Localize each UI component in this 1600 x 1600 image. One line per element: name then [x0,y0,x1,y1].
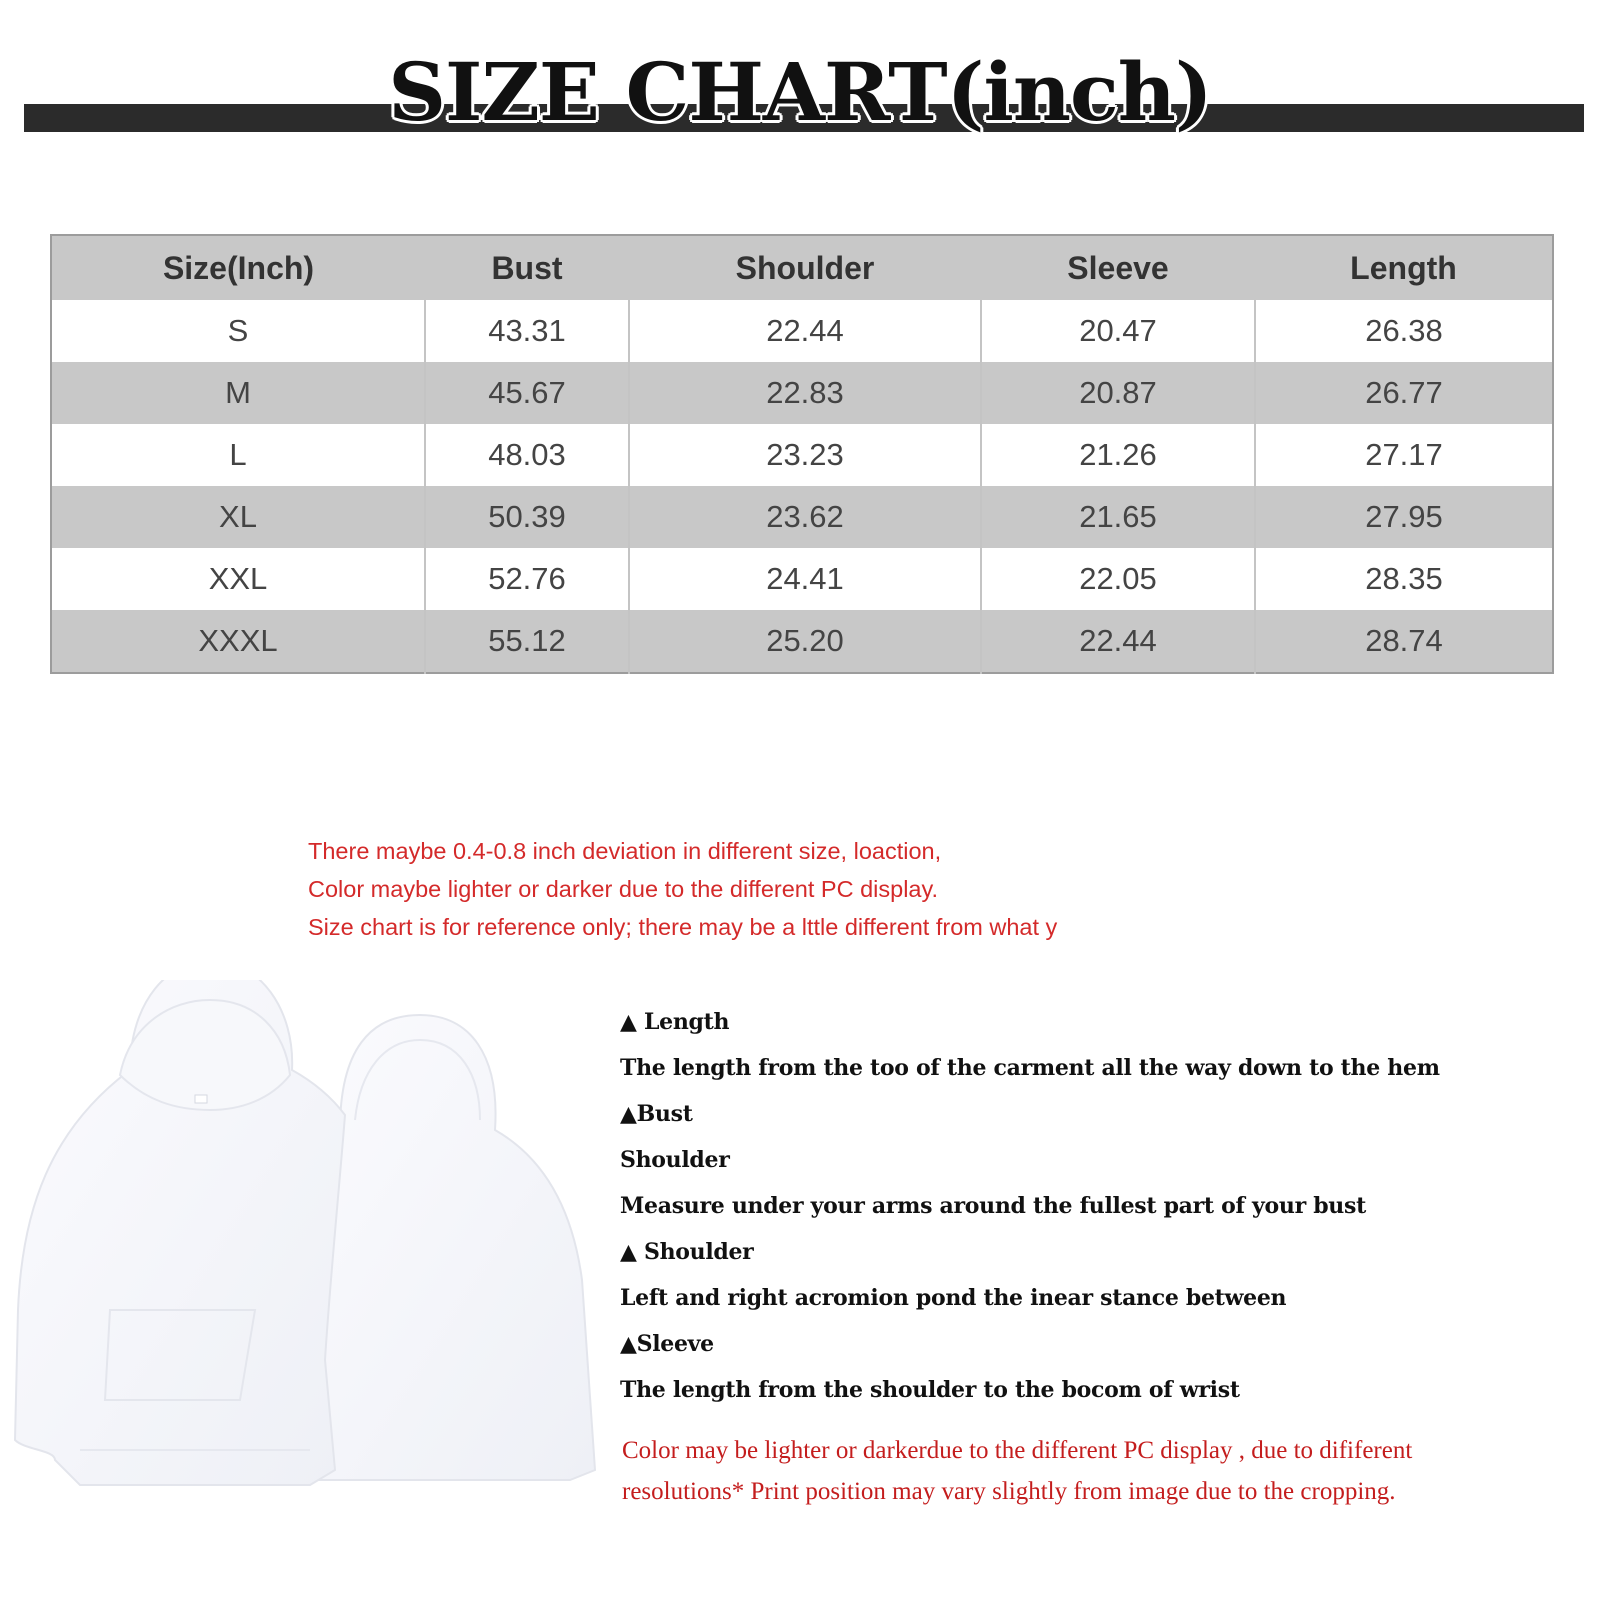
cell-sleeve: 20.47 [981,300,1255,362]
table-header-row [51,235,1553,300]
cell-length: 28.74 [1255,610,1553,673]
cell-shoulder: 25.20 [629,610,981,673]
cell-bust: 48.03 [425,424,629,486]
table-row [51,486,1553,548]
cell-bust: 55.12 [425,610,629,673]
cell-shoulder: 22.44 [629,300,981,362]
disclaimer-line: resolutions* Print position may vary slightly from image due to the cropping. [622,1478,1396,1505]
guide-line: Left and right acromion pond the inear stance between [620,1285,1287,1311]
table-row [51,362,1553,424]
hoodie-illustration [10,980,610,1580]
guide-line: The length from the shoulder to the bocom of wrist [620,1377,1240,1403]
hoodie-front-image [15,980,345,1485]
notice-line: Color maybe lighter or darker due to the different PC display. [308,876,939,902]
table-row [51,548,1553,610]
cell-shoulder: 22.83 [629,362,981,424]
cell-shoulder: 24.41 [629,548,981,610]
cell-size: XL [51,486,425,548]
cell-length: 26.77 [1255,362,1553,424]
hoodie-back-image [300,1015,595,1480]
cell-bust: 45.67 [425,362,629,424]
cell-size: L [51,424,425,486]
guide-line: The length from the too of the carment all the way down to the hem [620,1055,1440,1081]
cell-size: XXL [51,548,425,610]
header-shoulder: Shoulder [629,235,981,300]
cell-size: M [51,362,425,424]
header-size: Size(Inch) [51,235,425,300]
guide-line: Shoulder [620,1147,730,1173]
cell-sleeve: 21.65 [981,486,1255,548]
cell-shoulder: 23.23 [629,424,981,486]
header-bust: Bust [425,235,629,300]
header-length: Length [1255,235,1553,300]
notice-line: Size chart is for reference only; there may be a lttle different from what y [308,914,1058,940]
notice-line: There maybe 0.4-0.8 inch deviation in different size, loaction, [308,838,942,864]
page-title: SIZE CHART(inch) [388,45,1212,139]
color-disclaimer [622,1430,1582,1512]
cell-shoulder: 23.62 [629,486,981,548]
cell-bust: 52.76 [425,548,629,610]
cell-sleeve: 22.05 [981,548,1255,610]
size-chart-table [50,234,1554,674]
deviation-notice [308,832,1143,946]
cell-length: 27.95 [1255,486,1553,548]
cell-bust: 50.39 [425,486,629,548]
cell-sleeve: 22.44 [981,610,1255,673]
disclaimer-line: Color may be lighter or darkerdue to the different PC display , due to dififerent [622,1437,1413,1464]
measurement-guide [620,1005,1580,1419]
cell-length: 27.17 [1255,424,1553,486]
guide-line: ▲Sleeve [620,1331,714,1357]
header-sleeve: Sleeve [981,235,1255,300]
table-row [51,610,1553,673]
guide-line: ▲ Shoulder [620,1239,754,1265]
cell-length: 28.35 [1255,548,1553,610]
guide-line: ▲ Length [620,1009,730,1035]
cell-bust: 43.31 [425,300,629,362]
cell-length: 26.38 [1255,300,1553,362]
cell-size: XXXL [51,610,425,673]
guide-line: Measure under your arms around the fullest part of your bust [620,1193,1366,1219]
table-row [51,300,1553,362]
table-row [51,424,1553,486]
cell-sleeve: 20.87 [981,362,1255,424]
guide-line: ▲Bust [620,1101,693,1127]
cell-sleeve: 21.26 [981,424,1255,486]
cell-size: S [51,300,425,362]
